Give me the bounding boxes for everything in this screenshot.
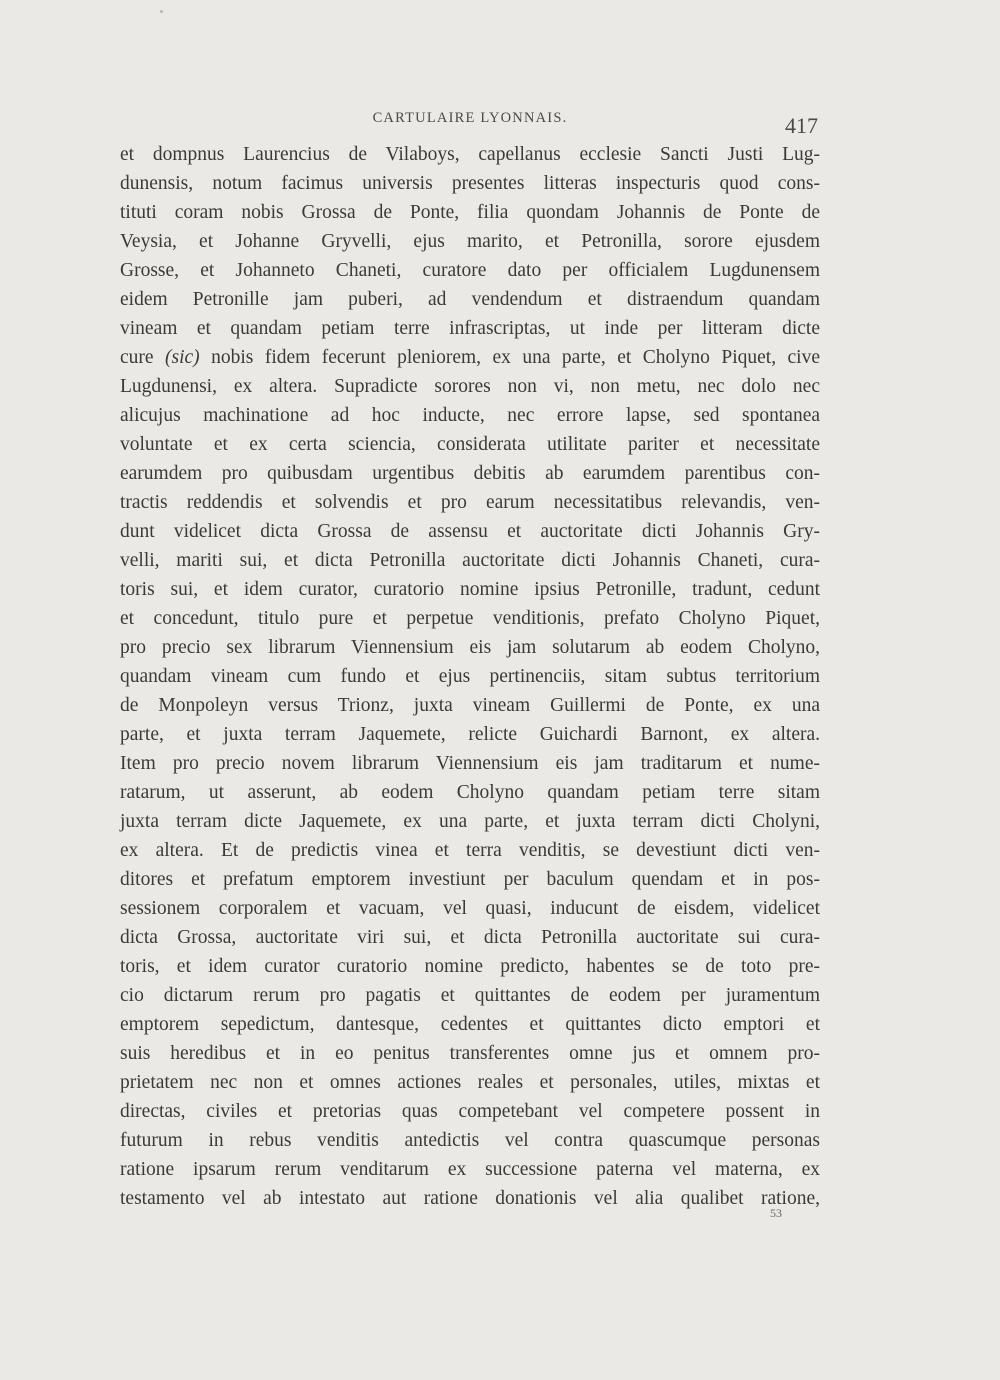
text-line: toris, et idem curator curatorio nomine predicto, habentes se de toto pre- <box>120 956 820 977</box>
text-line: juxta terram dicte Jaquemete, ex una parte, et juxta terram dicti Cholyni, <box>120 811 820 832</box>
text-line: dicta Grossa, auctoritate viri sui, et dicta Petronilla auctoritate sui cura- <box>120 927 820 948</box>
text-line: Grosse, et Johanneto Chaneti, curatore dato per officialem Lugdunensem <box>120 260 820 281</box>
page-number: 417 <box>785 113 818 138</box>
text-line: testamento vel ab intestato aut ratione donationis vel alia qualibet ratione, <box>120 1188 820 1209</box>
text-line: tractis reddendis et solvendis et pro earum necessitatibus relevandis, ven- <box>120 492 820 513</box>
text-line: pro precio sex librarum Viennensium eis jam solutarum ab eodem Cholyno, <box>120 637 820 658</box>
text-line: toris sui, et idem curator, curatorio nomine ipsius Petronille, tradunt, cedunt <box>120 579 820 600</box>
text-line: emptorem sepedictum, dantesque, cedentes et quittantes dicto emptori et <box>120 1014 820 1035</box>
body-text <box>120 140 820 1213</box>
text-line: eidem Petronille jam puberi, ad vendendum et distraendum quandam <box>120 289 820 310</box>
sic-marker: (sic) <box>165 347 200 368</box>
text-line: parte, et juxta terram Jaquemete, relicte Guichardi Barnont, ex altera. <box>120 724 820 745</box>
text-line: tituti coram nobis Grossa de Ponte, filia quondam Johannis de Ponte de <box>120 202 820 223</box>
text-line: vineam et quandam petiam terre infrascriptas, ut inde per litteram dicte <box>120 318 820 339</box>
text-line: cure (sic) nobis fidem fecerunt pleniorem, ex una parte, et Cholyno Piquet, cive <box>120 347 820 368</box>
text-line: cio dictarum rerum pro pagatis et quittantes de eodem per juramentum <box>120 985 820 1006</box>
running-head: CARTULAIRE LYONNAIS. <box>372 110 568 126</box>
text-line: ratarum, ut asserunt, ab eodem Cholyno quandam petiam terre sitam <box>120 782 820 803</box>
text-line: voluntate et ex certa sciencia, considerata utilitate pariter et necessitate <box>120 434 820 455</box>
text-line: suis heredibus et in eo penitus transferentes omne jus et omnem pro- <box>120 1043 820 1064</box>
text-line: quandam vineam cum fundo et ejus pertinenciis, sitam subtus territorium <box>120 666 820 687</box>
text-line: velli, mariti sui, et dicta Petronilla auctoritate dicti Johannis Chaneti, cura- <box>120 550 820 571</box>
paper-speck <box>160 10 163 13</box>
text-line: futurum in rebus venditis antedictis vel contra quascumque personas <box>120 1130 820 1151</box>
text-line: earumdem pro quibusdam urgentibus debitis ab earumdem parentibus con- <box>120 463 820 484</box>
text-line: Veysia, et Johanne Gryvelli, ejus marito, et Petronilla, sorore ejusdem <box>120 231 820 252</box>
text-line: ex altera. Et de predictis vinea et terra venditis, se devestiunt dicti ven- <box>120 840 820 861</box>
text-line: alicujus machinatione ad hoc inducte, nec errore lapse, sed spontanea <box>120 405 820 426</box>
text-line: et dompnus Laurencius de Vilaboys, capellanus ecclesie Sancti Justi Lug- <box>120 144 820 165</box>
text-line: dunensis, notum facimus universis presentes litteras inspecturis quod cons- <box>120 173 820 194</box>
text-line: et concedunt, titulo pure et perpetue venditionis, prefato Cholyno Piquet, <box>120 608 820 629</box>
text-line: ratione ipsarum rerum venditarum ex successione paterna vel materna, ex <box>120 1159 820 1180</box>
text-line: dunt videlicet dicta Grossa de assensu et auctoritate dicti Johannis Gry- <box>120 521 820 542</box>
text-line: directas, civiles et pretorias quas competebant vel competere possent in <box>120 1101 820 1122</box>
text-line: ditores et prefatum emptorem investiunt per baculum quendam et in pos- <box>120 869 820 890</box>
text-line: prietatem nec non et omnes actiones reales et personales, utiles, mixtas et <box>120 1072 820 1093</box>
signature-mark: 53 <box>770 1206 782 1220</box>
text-line: de Monpoleyn versus Trionz, juxta vineam Guillermi de Ponte, ex una <box>120 695 820 716</box>
text-line: sessionem corporalem et vacuam, vel quasi, inducunt de eisdem, videlicet <box>120 898 820 919</box>
text-line: Lugdunensi, ex altera. Supradicte sorores non vi, non metu, nec dolo nec <box>120 376 820 397</box>
text-line: Item pro precio novem librarum Viennensium eis jam traditarum et nume- <box>120 753 820 774</box>
